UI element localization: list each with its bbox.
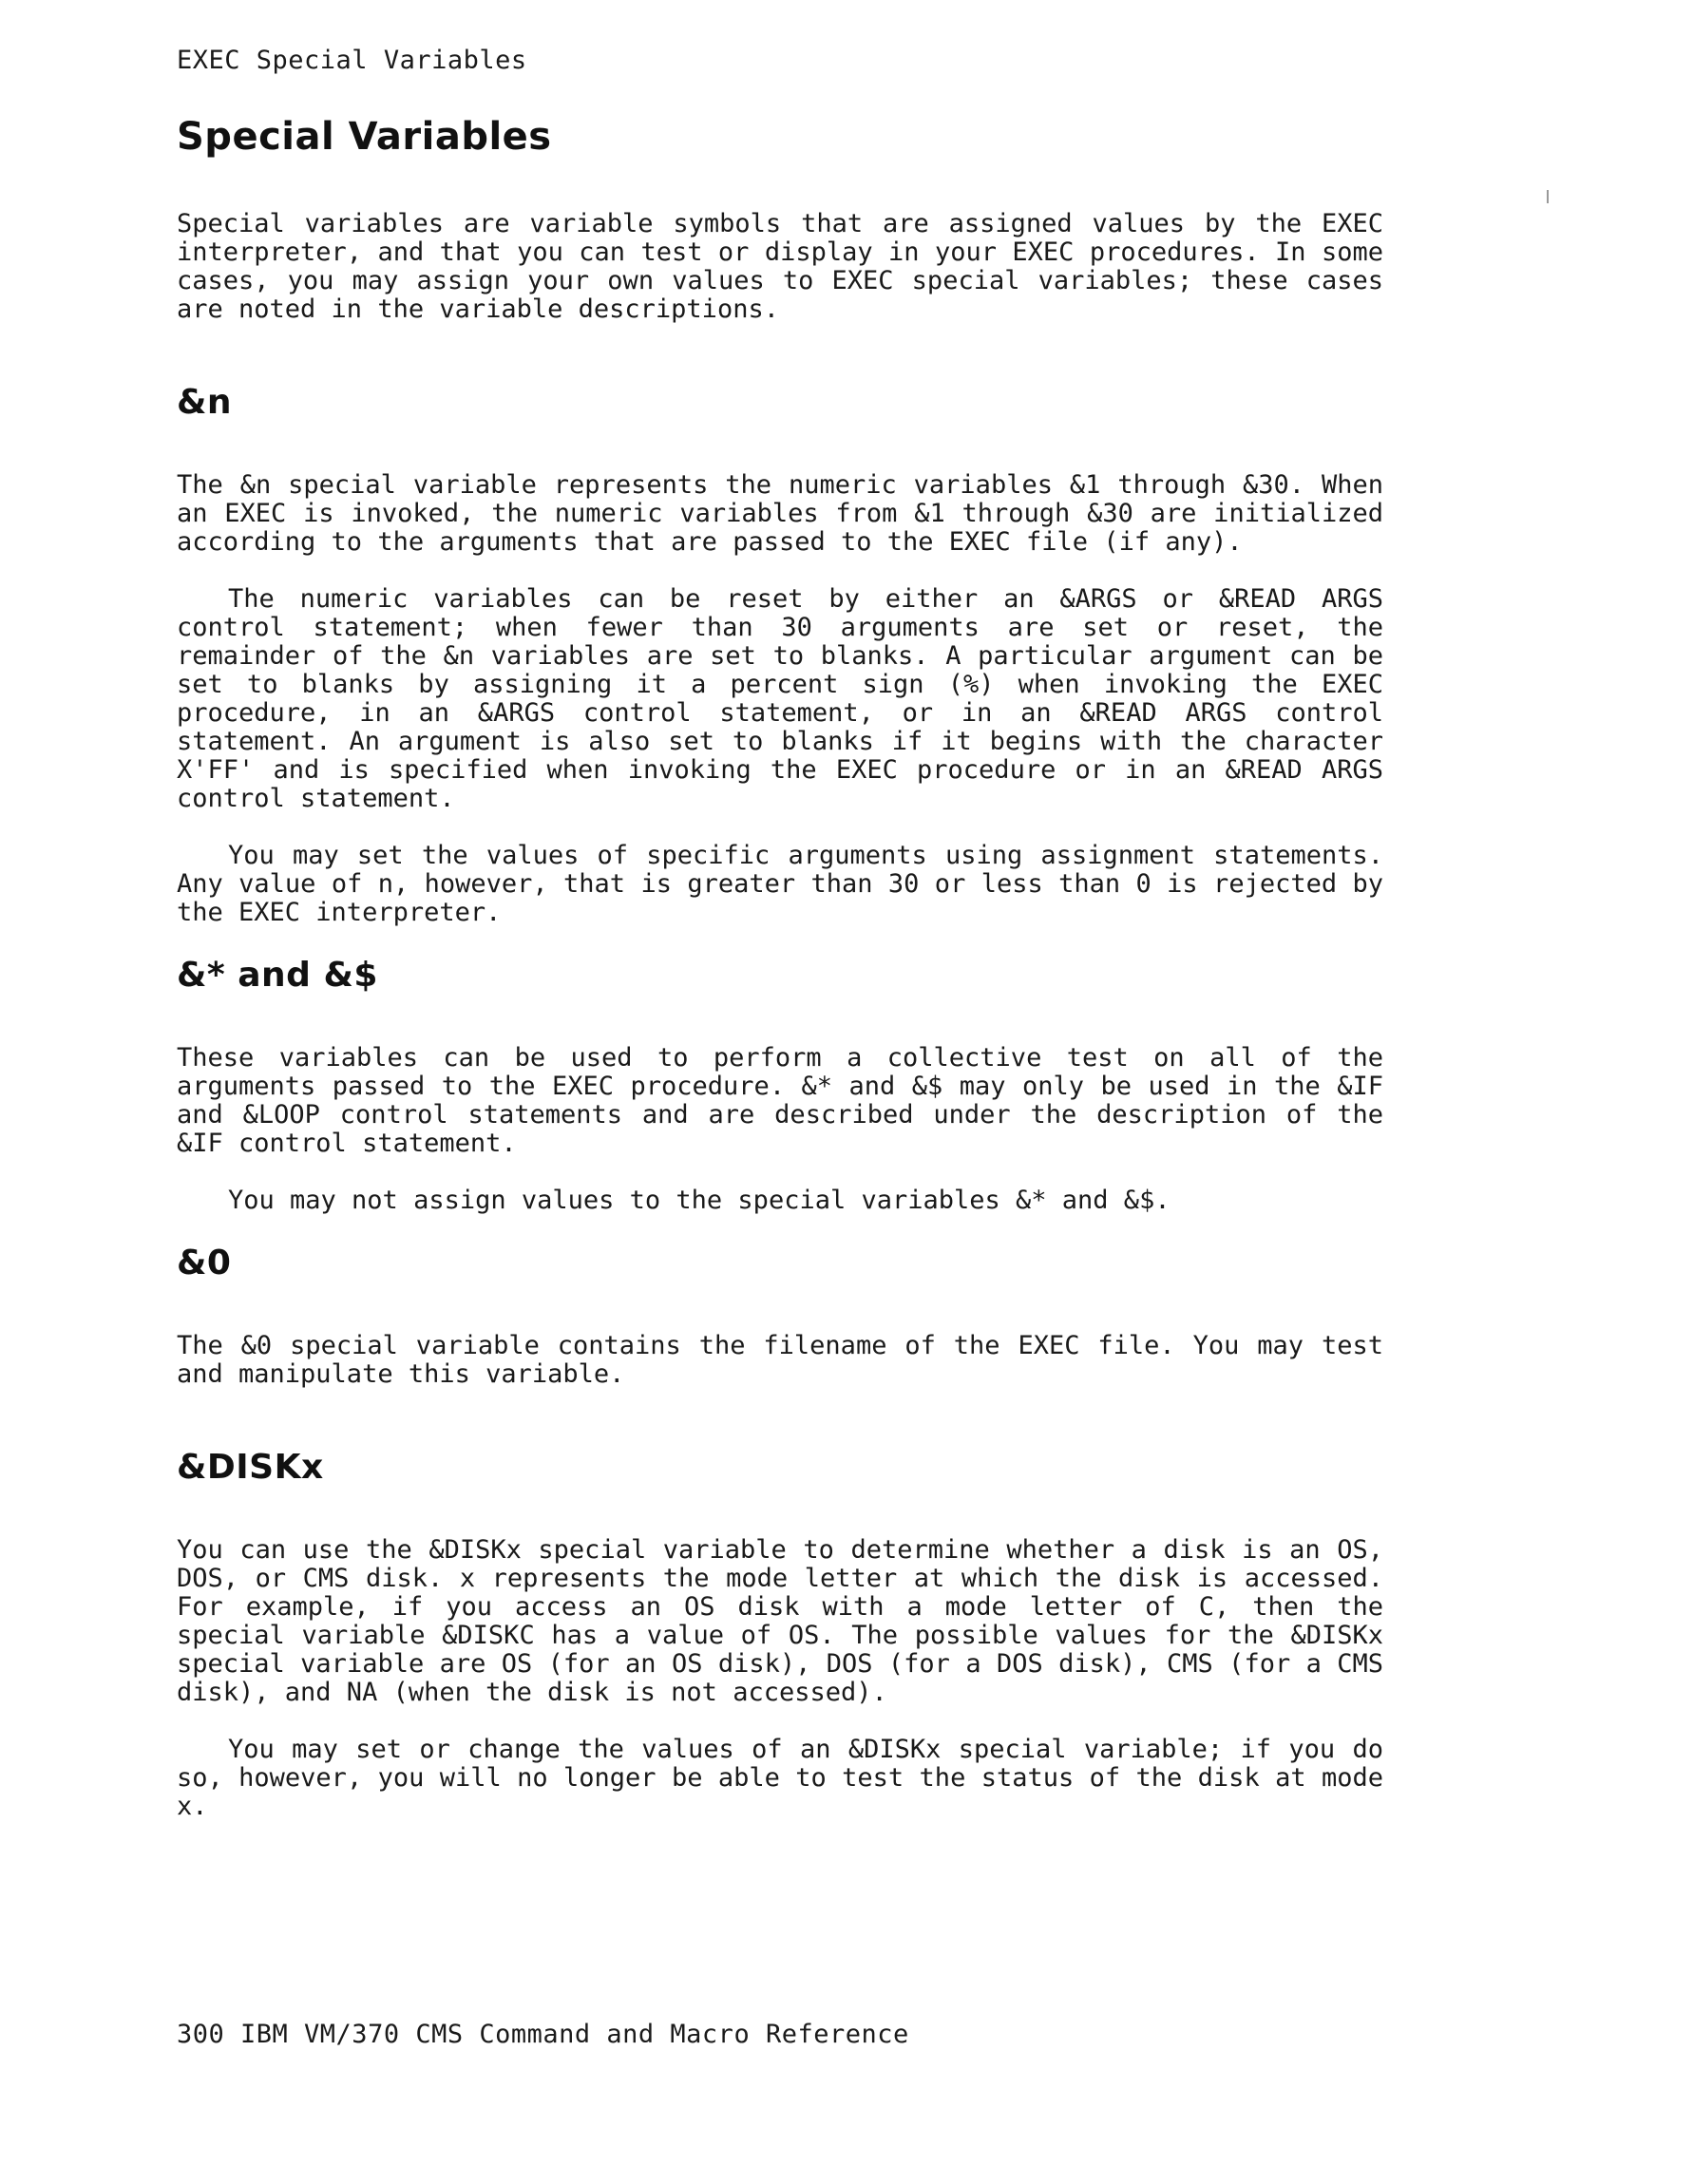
section-n <box>177 383 1383 927</box>
section-n-paragraph-2: The numeric variables can be reset by either an &ARGS or &READ ARGS control statement; when fewer than 30 arguments are set or reset, the remainder of the &n variables are set to blanks. A particular argument can be set to blanks by assigning it a percent sign (%) when invoking the EXEC procedure, in an &ARGS control statement, or in an &READ ARGS control statement. An argument is also set to blanks if it begins with the character X'FF' and is specified when invoking the EXEC procedure or in an &READ ARGS control statement. <box>177 584 1383 813</box>
section-heading-star-dollar: &* and &$ <box>177 956 378 995</box>
section-diskx-paragraph-1: You can use the &DISKx special variable to determine whether a disk is an OS, DOS, or CMS disk. x represents the mode letter at which the disk is accessed. For example, if you access an OS disk with a mode letter of C, then the special variable &DISKC has a value of OS. The possible values for the &DISKx special variable are OS (for an OS disk), DOS (for a DOS disk), CMS (for a CMS disk), and NA (when the disk is not accessed). <box>177 1535 1383 1707</box>
section-heading-n: &n <box>177 383 233 422</box>
page-footer: 300 IBM VM/370 CMS Command and Macro Reference <box>177 2020 909 2049</box>
section-zero-paragraph-1: The &0 special variable contains the filename of the EXEC file. You may test and manipulate this variable. <box>177 1331 1383 1389</box>
section-diskx-paragraph-2: You may set or change the values of an &DISKx special variable; if you do so, however, you will no longer be able to test the status of the disk at mode x. <box>177 1735 1383 1821</box>
scan-mark <box>1547 190 1549 203</box>
section-star-dollar-paragraph-2: You may not assign values to the special variables &* and &$. <box>228 1186 1171 1215</box>
section-n-paragraph-1: The &n special variable represents the numeric variables &1 through &30. When an EXEC is invoked, the numeric variables from &1 through &30 are initialized according to the arguments that are passed to the EXEC file (if any). <box>177 470 1383 557</box>
section-heading-zero: &0 <box>177 1244 232 1282</box>
section-star-dollar <box>177 956 1383 1215</box>
running-head: EXEC Special Variables <box>177 46 527 75</box>
section-n-paragraph-3: You may set the values of specific arguments using assignment statements. Any value of n, however, that is greater than 30 or less than 0 is rejected by the EXEC interpreter. <box>177 841 1383 927</box>
section-zero <box>177 1244 1383 1389</box>
intro-paragraph: Special variables are variable symbols that are assigned values by the EXEC interpreter, and that you can test or display in your EXEC procedures. In some cases, you may assign your own values to EXEC special variables; these cases are noted in the variable descriptions. <box>177 209 1383 324</box>
document-page <box>177 46 1383 1850</box>
section-star-dollar-paragraph-1: These variables can be used to perform a collective test on all of the arguments passed to the EXEC procedure. &* and &$ may only be used in the &IF and &LOOP control statements and are described under the description of the &IF control statement. <box>177 1043 1383 1158</box>
section-heading-diskx: &DISKx <box>177 1448 324 1487</box>
section-diskx <box>177 1448 1383 1821</box>
page-title: Special Variables <box>177 115 552 159</box>
